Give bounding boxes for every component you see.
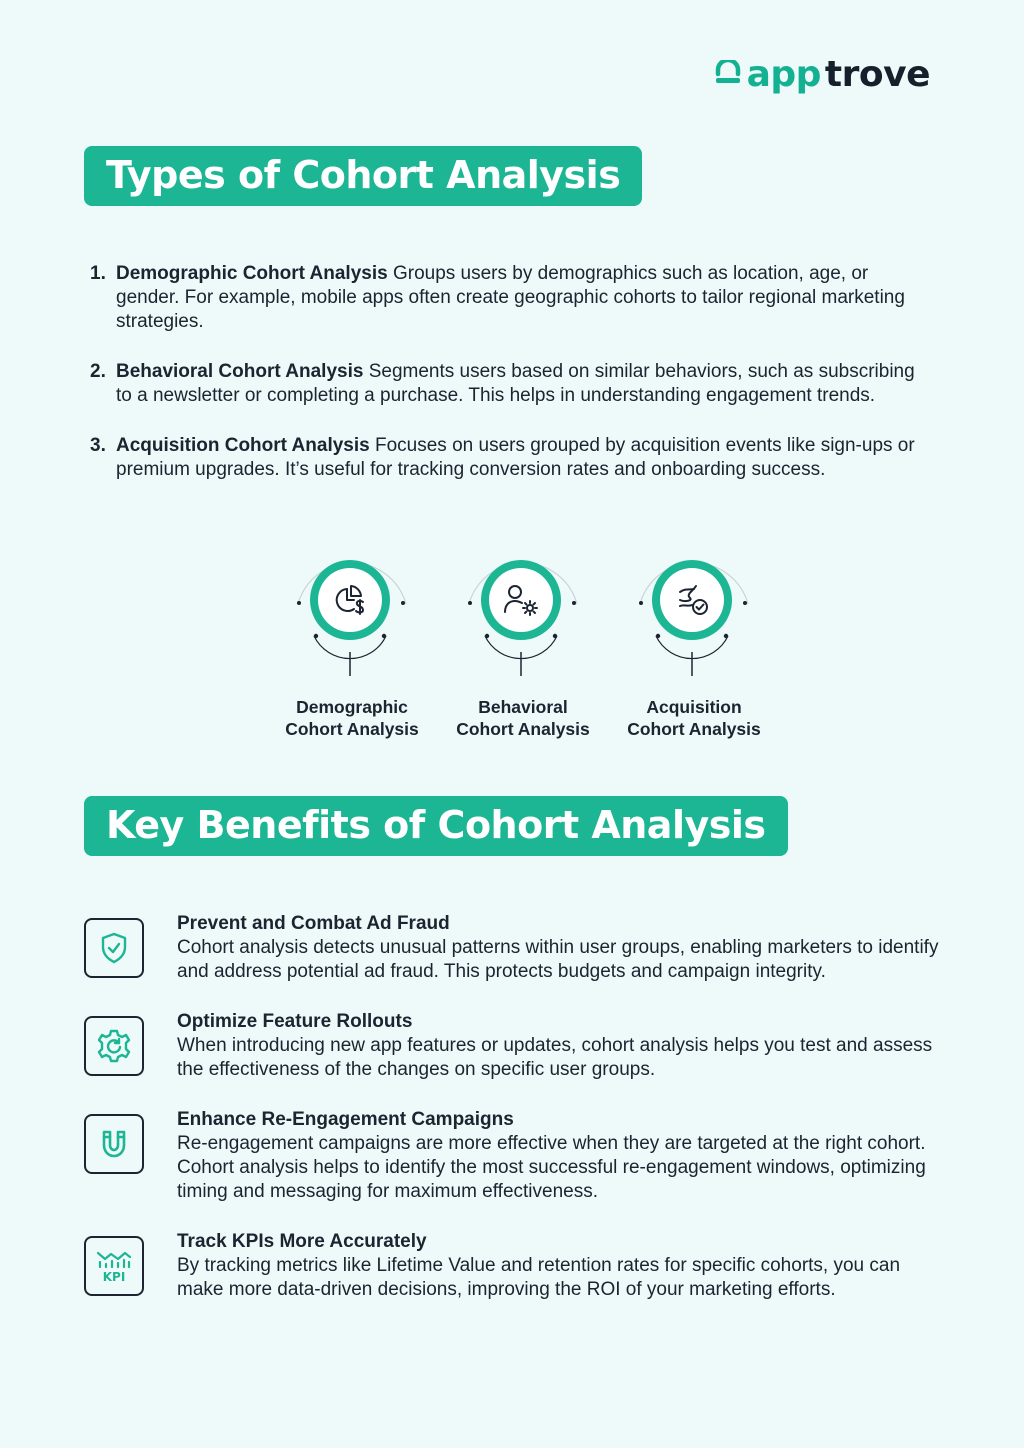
circle-frame bbox=[453, 552, 593, 692]
circle-label bbox=[614, 696, 774, 740]
kpi-chart-icon bbox=[84, 1236, 144, 1296]
circle-label-line2: Cohort Analysis bbox=[285, 719, 419, 739]
benefit-description: Re-engagement campaigns are more effective when they are targeted at the right cohort. Cohort analysis helps to identify the most successful re-engagement windows, optimizing timing and messaging for maximum effectiveness. bbox=[177, 1133, 926, 1202]
types-list bbox=[90, 262, 930, 508]
item-description: Focuses on users grouped by acquisition events like sign-ups or premium upgrades. It’s useful for tracking conversion rates and onboarding success. bbox=[116, 435, 915, 480]
brand-logo bbox=[713, 54, 930, 95]
item-number: 1. bbox=[90, 263, 106, 284]
benefit-title: Prevent and Combat Ad Fraud bbox=[177, 913, 450, 934]
benefit-title: Enhance Re-Engagement Campaigns bbox=[177, 1109, 514, 1130]
types-list-item bbox=[90, 360, 930, 408]
item-name: Demographic Cohort Analysis bbox=[116, 263, 388, 284]
cohort-types-diagram bbox=[282, 552, 762, 752]
item-name: Behavioral Cohort Analysis bbox=[116, 361, 364, 382]
shield-check-icon bbox=[84, 918, 144, 978]
benefit-item bbox=[84, 1108, 944, 1204]
magnet-icon bbox=[84, 1114, 144, 1174]
benefits-section-title: Key Benefits of Cohort Analysis bbox=[84, 796, 788, 856]
types-list-item bbox=[90, 262, 930, 334]
benefit-description: Cohort analysis detects unusual patterns within user groups, enabling marketers to identify and address potential ad fraud. This protects budgets and campaign integrity. bbox=[177, 937, 939, 982]
item-number: 2. bbox=[90, 361, 106, 382]
behavioral-circle bbox=[453, 552, 593, 752]
circle-frame bbox=[624, 552, 764, 692]
benefit-item bbox=[84, 1010, 944, 1082]
circle-label bbox=[272, 696, 432, 740]
circle-label-line2: Cohort Analysis bbox=[627, 719, 761, 739]
types-section-title: Types of Cohort Analysis bbox=[84, 146, 642, 206]
item-description: Groups users by demographics such as location, age, or gender. For example, mobile apps often create geographic cohorts to tailor regional marketing strategies. bbox=[116, 263, 905, 332]
types-list-item bbox=[90, 434, 930, 482]
circle-frame bbox=[282, 552, 422, 692]
brand-app: app bbox=[746, 54, 821, 95]
benefit-title: Optimize Feature Rollouts bbox=[177, 1011, 413, 1032]
benefit-title: Track KPIs More Accurately bbox=[177, 1231, 427, 1252]
benefits-list bbox=[84, 912, 944, 1302]
circle-label-line1: Behavioral bbox=[478, 697, 568, 717]
apptrove-logo-icon bbox=[713, 60, 743, 90]
svg-text:KPI: KPI bbox=[102, 1270, 126, 1284]
circle-label bbox=[443, 696, 603, 740]
acquisition-circle bbox=[624, 552, 764, 752]
circle-label-line2: Cohort Analysis bbox=[456, 719, 590, 739]
gear-refresh-icon bbox=[84, 1016, 144, 1076]
item-name: Acquisition Cohort Analysis bbox=[116, 435, 370, 456]
item-description: Segments users based on similar behaviors, such as subscribing to a newsletter or completing a purchase. This helps in understanding engagement trends. bbox=[116, 361, 915, 406]
benefit-item bbox=[84, 1230, 944, 1302]
circle-label-line1: Acquisition bbox=[646, 697, 742, 717]
benefit-item bbox=[84, 912, 944, 984]
benefit-description: When introducing new app features or updates, cohort analysis helps you test and assess the effectiveness of the changes on specific user groups. bbox=[177, 1035, 933, 1080]
item-number: 3. bbox=[90, 435, 106, 456]
brand-trove: trove bbox=[824, 54, 930, 95]
circle-label-line1: Demographic bbox=[296, 697, 408, 717]
demographic-circle bbox=[282, 552, 422, 752]
benefit-description: By tracking metrics like Lifetime Value and retention rates for specific cohorts, you can make more data-driven decisions, improving the ROI of your marketing efforts. bbox=[177, 1255, 901, 1300]
